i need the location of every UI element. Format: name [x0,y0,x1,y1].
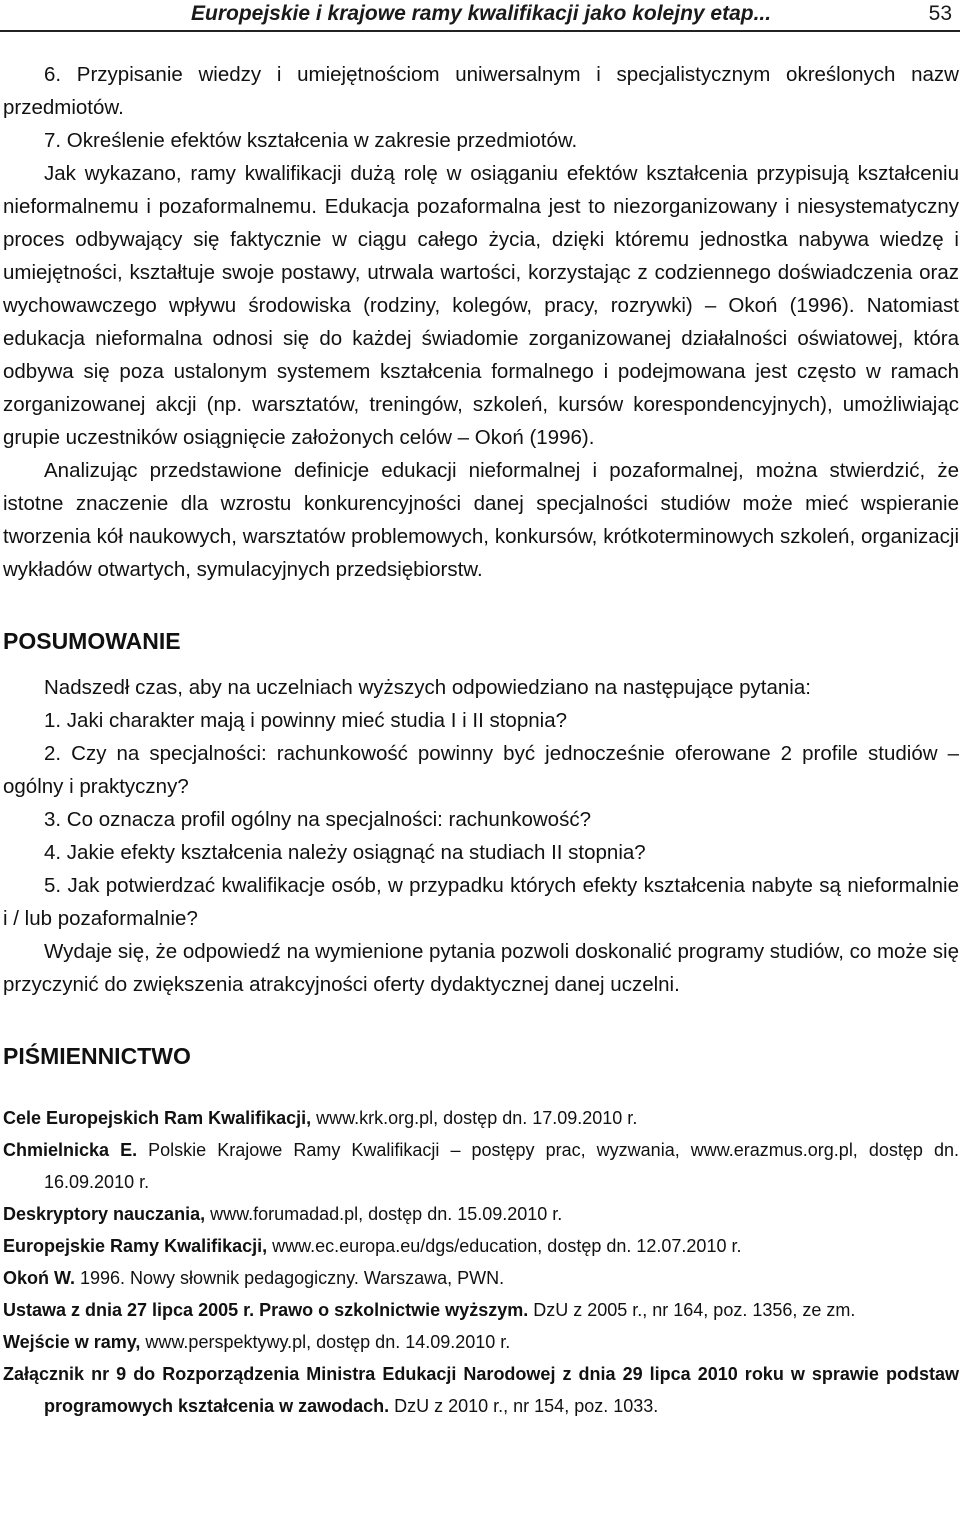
reference-details: DzU z 2005 r., nr 164, poz. 1356, ze zm. [528,1300,856,1320]
reference-item [3,1102,959,1134]
question-2: 2. Czy na specjalności: rachunkowość powinny być jednocześnie oferowane 2 profile studiów – ogólny i praktyczny? [3,742,959,798]
body-paragraph-2: Analizując przedstawione definicje edukacji nieformalnej i pozaformalnej, można stwierdzić, że istotne znaczenie dla wzrostu konkurencyjności danej specjalności studiów może mieć wspieranie tworzenia kół naukowych, warsztatów problemowych, konkursów, krótkoterminowych szkoleń, organizacji wykładów otwartych, symulacyjnych przedsiębiorstw. [3,459,959,581]
reference-details: www.ec.europa.eu/dgs/education, dostęp dn. 12.07.2010 r. [267,1236,742,1256]
reference-item [3,1358,959,1422]
reference-author: Chmielnicka E. [3,1140,138,1160]
reference-author: Ustawa z dnia 27 lipca 2005 r. Prawo o szkolnictwie wyższym. [3,1300,529,1320]
reference-details: www.krk.org.pl, dostęp dn. 17.09.2010 r. [311,1108,638,1128]
references-heading: PIŚMIENNICTWO [3,1043,191,1069]
running-header [0,0,960,32]
reference-item [3,1294,959,1326]
question-1: 1. Jaki charakter mają i powinny mieć studia I i II stopnia? [44,709,567,732]
summary-intro: Nadszedł czas, aby na uczelniach wyższych odpowiedziano na następujące pytania: [44,676,811,699]
reference-details: www.forumadad.pl, dostęp dn. 15.09.2010 r. [205,1204,563,1224]
reference-author: Okoń W. [3,1268,75,1288]
reference-item [3,1262,959,1294]
page-content [3,58,959,1422]
reference-item [3,1326,959,1358]
running-title: Europejskie i krajowe ramy kwalifikacji jako kolejny etap... [191,2,772,25]
question-5: 5. Jak potwierdzać kwalifikacje osób, w przypadku których efekty kształcenia nabyte są nieformalnie i / lub pozaformalnie? [3,874,959,930]
reference-author: Załącznik nr 9 do Rozporządzenia Ministra Edukacji Narodowej z dnia 29 lipca 2010 roku w sprawie podstaw programowych kształcenia w zawodach. [3,1364,959,1416]
summary-closing: Wydaje się, że odpowiedź na wymienione pytania pozwoli doskonalić programy studiów, co może się przyczynić do zwiększenia atrakcyjności oferty dydaktycznej danej uczelni. [3,940,959,996]
reference-details: DzU z 2010 r., nr 154, poz. 1033. [389,1396,659,1416]
reference-details: Polskie Krajowe Ramy Kwalifikacji – postępy prac, wyzwania, www.erazmus.org.pl, dostęp dn. 16.09.2010 r. [44,1140,959,1192]
question-3: 3. Co oznacza profil ogólny na specjalności: rachunkowość? [44,808,591,831]
page-number: 53 [928,2,952,25]
question-4: 4. Jakie efekty kształcenia należy osiągnąć na studiach II stopnia? [44,841,646,864]
reference-item [3,1230,959,1262]
summary-heading: POSUMOWANIE [3,628,181,654]
body-paragraph-1: Jak wykazano, ramy kwalifikacji dużą rolę w osiąganiu efektów kształcenia przypisują kształceniu nieformalnemu i pozaformalnemu. Edukacja pozaformalna jest to niezorganizowany i niesystematyczny proces odbywający się faktycznie w ciągu całego życia, dzięki któremu jednostka nabywa wiedzę i umiejętności, kształtuje swoje postawy, utrwala wartości, korzystając z codziennego doświadczenia oraz wychowawczego wpływu środowiska (rodziny, kolegów, pracy, rozrywki) – Okoń (1996). Natomiast edukacja nieformalna odnosi się do każdej świadomie zorganizowanej działalności oświatowej, która odbywa się poza ustalonym systemem kształcenia formalnego i podejmowana jest często w ramach zorganizowanej akcji (np. warsztatów, treningów, szkoleń, kursów korespondencyjnych), umożliwiając grupie uczestników osiągnięcie założonych celów – Okoń (1996). [3,162,959,449]
reference-details: www.perspektywy.pl, dostęp dn. 14.09.2010 r. [140,1332,511,1352]
reference-author: Deskryptory nauczania, [3,1204,206,1224]
references-list [3,1102,959,1422]
reference-author: Europejskie Ramy Kwalifikacji, [3,1236,268,1256]
reference-item [3,1134,959,1198]
list-item-7: 7. Określenie efektów kształcenia w zakresie przedmiotów. [44,129,578,152]
reference-details: 1996. Nowy słownik pedagogiczny. Warszawa, PWN. [75,1268,505,1288]
reference-author: Cele Europejskich Ram Kwalifikacji, [3,1108,312,1128]
reference-author: Wejście w ramy, [3,1332,141,1352]
reference-item [3,1198,959,1230]
list-item-6: 6. Przypisanie wiedzy i umiejętnościom uniwersalnym i specjalistycznym określonych nazw przedmiotów. [3,63,959,119]
